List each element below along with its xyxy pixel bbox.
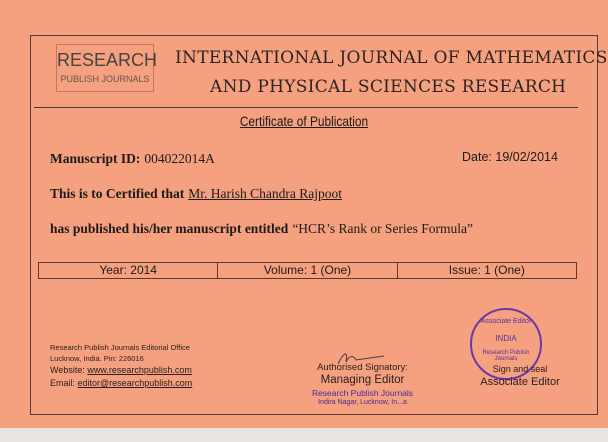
journal-title-line2: AND PHYSICAL SCIENCES RESEARCH — [210, 77, 567, 97]
issue-cell: Issue: 1 (One) — [397, 263, 576, 278]
manuscript-id-row — [50, 150, 215, 168]
signatory-role: Managing Editor — [320, 374, 405, 386]
year-cell: Year: 2014 — [99, 263, 157, 277]
publisher-logo — [56, 44, 158, 92]
logo-line2: PUBLISH JOURNALS — [60, 74, 150, 84]
email-label: Email: — [50, 378, 76, 388]
manuscript-title: “HCR’s Rank or Series Formula” — [292, 221, 474, 236]
page-edge — [0, 428, 608, 442]
date-value: 19/02/2014 — [495, 150, 558, 164]
email-row — [50, 378, 192, 388]
date-label: Date: — [462, 150, 492, 164]
manuscript-id: 004022014A — [144, 151, 215, 166]
website-link[interactable]: www.researchpublish.com — [87, 365, 192, 375]
divider — [34, 107, 578, 108]
manuscript-label: Manuscript ID: — [50, 151, 141, 166]
published-prefix: has published his/her manuscript entitled — [50, 221, 289, 236]
seal-bottom-text: Research Publish Journals — [482, 350, 530, 362]
author-name: Mr. Harish Chandra Rajpoot — [188, 186, 342, 201]
certify-prefix: This is to Certified that — [50, 186, 185, 201]
stamp-line2: Indira Nagar, Lucknow, In...a — [318, 399, 407, 406]
office-address: Lucknow, India. Pin: 226016 — [50, 354, 144, 363]
seal-top-text: Associate Editor — [480, 318, 532, 325]
website-label: Website: — [50, 365, 85, 375]
email-link[interactable]: editor@researchpublish.com — [77, 378, 193, 388]
journal-title-line1: INTERNATIONAL JOURNAL OF MATHEMATICS — [175, 48, 608, 68]
office-name: Research Publish Journals Editorial Office — [50, 343, 190, 352]
website-row — [50, 365, 192, 375]
date-row — [462, 150, 558, 164]
seal-center-text: INDIA — [495, 334, 517, 343]
stamp-line1: Research Publish Journals — [311, 388, 414, 398]
seal-role: Associate Editor — [480, 376, 560, 388]
publication-details — [38, 262, 577, 279]
certify-row — [50, 185, 342, 203]
sign-seal-label: Sign and seal — [492, 364, 548, 374]
certificate-title: Certificate of Publication — [239, 113, 369, 129]
published-row — [50, 220, 473, 238]
logo-line1: RESEARCH — [57, 50, 158, 70]
signatory-label: Authorised Signatory: — [317, 362, 408, 373]
volume-cell: Volume: 1 (One) — [217, 263, 396, 278]
